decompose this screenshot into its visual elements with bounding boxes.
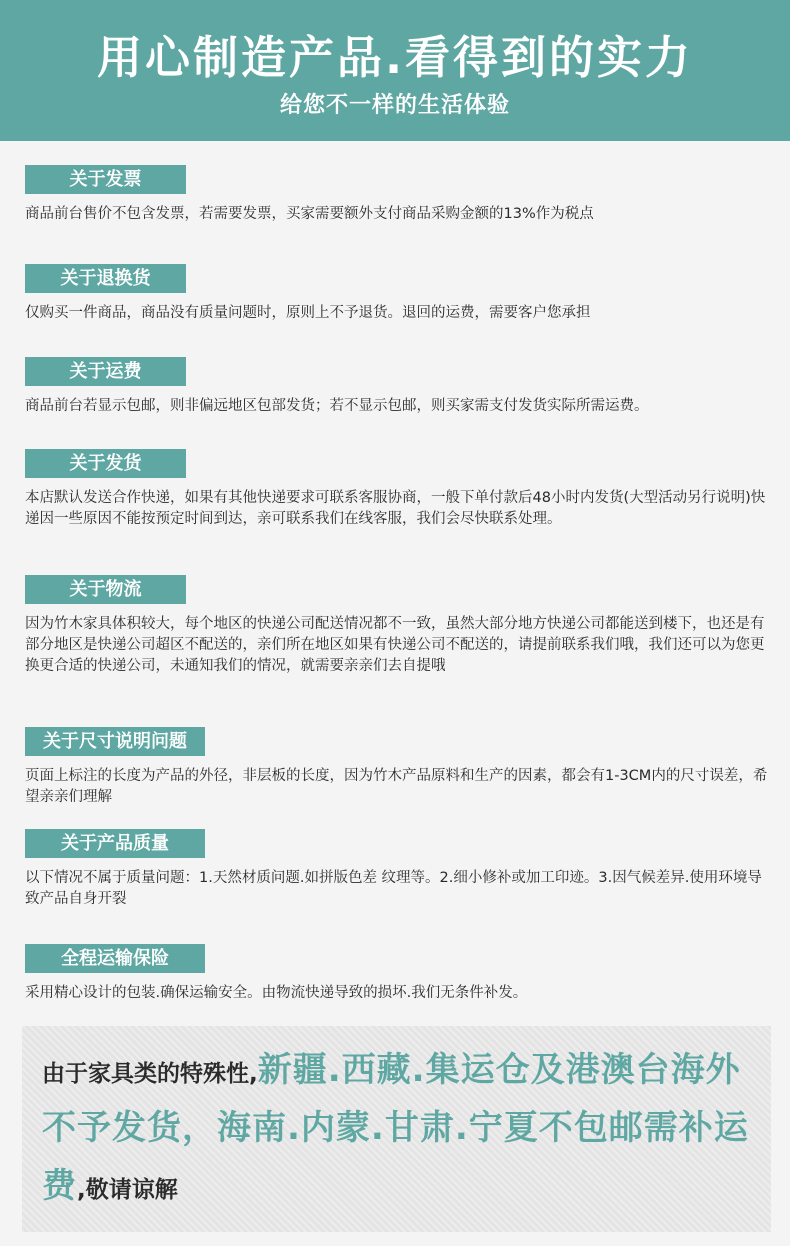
- section-badge: 关于产品质量: [25, 829, 205, 858]
- section-badge: 关于退换货: [25, 264, 186, 293]
- section-invoice: [25, 165, 775, 225]
- notice-intro: 由于家具类的特殊性,: [42, 1061, 258, 1087]
- section-text: 商品前台若显示包邮，则非偏远地区包部发货；若不显示包邮，则买家需支付发货实际所需运费。: [25, 398, 649, 414]
- section-size: [25, 727, 775, 808]
- section-text: 采用精心设计的包装.确保运输安全。由物流快递导致的损坏.我们无条件补发。: [25, 985, 528, 1001]
- section-quality: [25, 829, 775, 910]
- section-text: 本店默认发送合作快递，如果有其他快递要求可联系客服协商，一般下单付款后48小时内发货(大型活动另行说明)快递因一些原因不能按预定时间到达，亲可联系我们在线客服，我们会尽快联系处理。: [25, 490, 766, 527]
- section-badge: 关于物流: [25, 575, 186, 604]
- section-shipping-fee: [25, 357, 775, 417]
- section-insurance: [25, 944, 775, 1004]
- section-badge: 全程运输保险: [25, 944, 205, 973]
- section-badge: 关于发票: [25, 165, 186, 194]
- section-logistics: [25, 575, 775, 677]
- section-badge: 关于尺寸说明问题: [25, 727, 205, 756]
- header-banner: [0, 0, 790, 141]
- section-text: 以下情况不属于质量问题：1.天然材质问题.如拼版色差 纹理等。2.细小修补或加工印迹。3.因气候差异.使用环境导致产品自身开裂: [25, 870, 762, 907]
- section-text: 页面上标注的长度为产品的外径，非层板的长度，因为竹木产品原料和生产的因素，都会有1-3CM内的尺寸误差，希望亲亲们理解: [25, 768, 768, 805]
- section-text: 仅购买一件商品，商品没有质量问题时，原则上不予退货。退回的运费，需要客户您承担: [25, 305, 591, 321]
- section-badge: 关于运费: [25, 357, 186, 386]
- page-subtitle: 给您不一样的生活体验: [279, 93, 510, 118]
- shipping-notice: [22, 1026, 771, 1232]
- section-returns: [25, 264, 775, 324]
- notice-regions: 新疆.西藏.集运仓及港澳台海外不予发货，海南.内蒙.甘肃.宁夏不包邮需补运费: [42, 1050, 749, 1206]
- section-delivery: [25, 449, 775, 530]
- section-badge: 关于发货: [25, 449, 186, 478]
- notice-closing: ,敬请谅解: [77, 1177, 178, 1203]
- page-title: 用心制造产品.看得到的实力: [96, 31, 694, 84]
- section-text: 商品前台售价不包含发票，若需要发票，买家需要额外支付商品采购金额的13%作为税点: [25, 206, 594, 222]
- section-text: 因为竹木家具体积较大，每个地区的快递公司配送情况都不一致，虽然大部分地方快递公司都能送到楼下，也还是有部分地区是快递公司超区不配送的，亲们所在地区如果有快递公司不配送的，请提前联系我们哦，我们还可以为您更换更合适的快递公司，未通知我们的情况，就需要亲亲们去自提哦: [25, 616, 765, 674]
